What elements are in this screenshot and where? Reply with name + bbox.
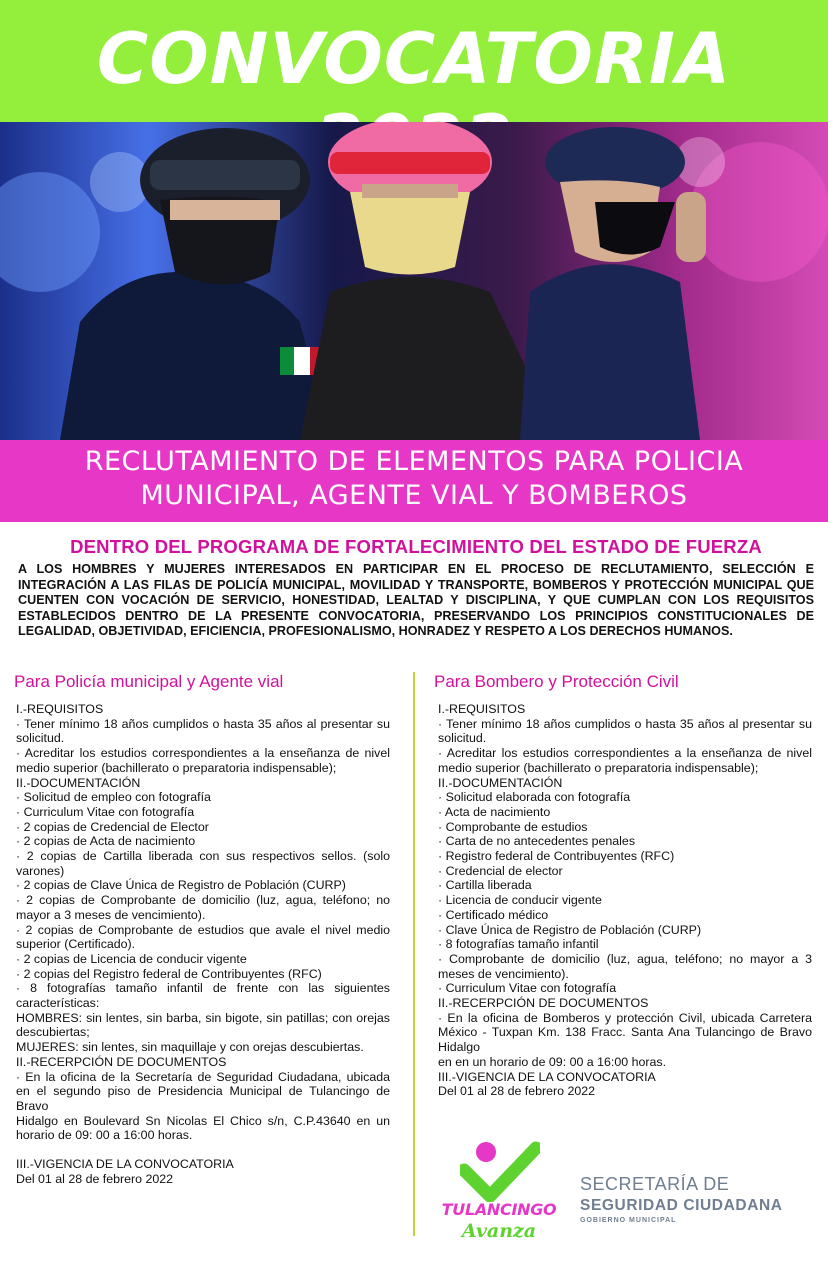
left-line: Hidalgo en Boulevard Sn Nicolas El Chico s/n, C.P.43640 en un horario de 09: 00 a 16:00 horas. [16, 1113, 390, 1143]
right-line: en en un horario de 09: 00 a 16:00 horas. [438, 1054, 667, 1069]
right-line: · Solicitud elaborada con fotografía [438, 790, 631, 805]
left-line: · Curriculum Vitae con fotografía [16, 804, 195, 819]
left-line: Del 01 al 28 de febrero 2022 [16, 1171, 174, 1186]
left-line: · 2 copias del Registro federal de Contribuyentes (RFC) [16, 966, 322, 981]
right-line: · Registro federal de Contribuyentes (RFC) [438, 849, 675, 864]
secretaria-line-1: SECRETARÍA DE [580, 1174, 730, 1194]
secretaria-line-3: GOBIERNO MUNICIPAL [580, 1217, 677, 1224]
banner-line-1: RECLUTAMIENTO DE ELEMENTOS PARA POLICIA [84, 446, 744, 477]
right-line: · Tener mínimo 18 años cumplidos o hasta 35 años al presentar su solicitud. [438, 716, 812, 746]
right-line: · Comprobante de estudios [438, 819, 588, 834]
left-line: MUJERES: sin lentes, sin maquillaje y con orejas descubiertas. [16, 1040, 364, 1055]
right-line: Del 01 al 28 de febrero 2022 [438, 1084, 596, 1099]
left-line: · 2 copias de Licencia de conducir vigente [16, 951, 247, 966]
left-line: · 2 copias de Comprobante de estudios que avale el nivel medio superior (Certificado). [16, 922, 390, 952]
left-line: · Acreditar los estudios correspondientes a la enseñanza de nivel medio superior (bachillerato o preparatoria indispensable); [16, 746, 390, 775]
column-divider [413, 672, 415, 1236]
left-line: III.-VIGENCIA DE LA CONVOCATORIA [16, 1157, 234, 1172]
left-gap [16, 1143, 390, 1157]
right-line: II.-DOCUMENTACIÓN [438, 775, 563, 790]
left-line: · 2 copias de Acta de nacimiento [16, 834, 196, 849]
left-line: · 2 copias de Credencial de Elector [16, 819, 209, 834]
banner-line-2: MUNICIPAL, AGENTE VIAL Y BOMBEROS [140, 480, 688, 511]
recruitment-banner [0, 440, 828, 522]
right-line: I.-REQUISITOS [438, 702, 526, 716]
right-line: · Credencial de elector [438, 863, 563, 878]
right-line: II.-RECERPCIÓN DE DOCUMENTOS [438, 996, 649, 1011]
right-line: · Acreditar los estudios correspondientes a la enseñanza de nivel medio superior (bachillerato o preparatoria indispensable); [438, 746, 812, 775]
tulancingo-logo-name: TULANCINGO [441, 1200, 557, 1219]
left-line: · 8 fotografías tamaño infantil de frente con las siguientes características: [16, 981, 390, 1011]
right-line: III.-VIGENCIA DE LA CONVOCATORIA [438, 1069, 656, 1084]
checkmark-logo-icon [460, 1140, 540, 1202]
right-line: · Certificado médico [438, 907, 549, 922]
left-line: II.-DOCUMENTACIÓN [16, 775, 141, 790]
right-line: · Curriculum Vitae con fotografía [438, 981, 617, 996]
left-line: · Tener mínimo 18 años cumplidos o hasta 35 años al presentar su solicitud. [16, 716, 390, 746]
right-line: · Acta de nacimiento [438, 804, 551, 819]
left-column-body [16, 702, 390, 1187]
left-line: · 2 copias de Clave Única de Registro de Población (CURP) [16, 878, 346, 893]
right-line: · Cartilla liberada [438, 878, 532, 893]
right-line: · En la oficina de Bomberos y protección Civil, ubicada Carretera México - Tuxpan Km. 138 Fracc. Santa Ana Tulancingo de Bravo Hidalgo [438, 1010, 812, 1055]
left-line: · 2 copias de Comprobante de domicilio (luz, agua, teléfono; no mayor a 3 meses de vencimiento). [16, 893, 390, 922]
right-line: · Licencia de conducir vigente [438, 893, 602, 908]
left-line: HOMBRES: sin lentes, sin barba, sin bigote, sin patillas; con orejas descubiertas; [16, 1010, 390, 1040]
top-banner [0, 0, 828, 122]
hero-photo [0, 122, 828, 440]
page-title: CONVOCATORIA [96, 18, 732, 100]
right-column-body [438, 702, 812, 1099]
left-line: II.-RECERPCIÓN DE DOCUMENTOS [16, 1054, 227, 1069]
secretaria-logo [580, 1174, 820, 1224]
left-line: · 2 copias de Cartilla liberada con sus respectivos sellos. (solo varones) [16, 849, 390, 878]
tulancingo-logo [430, 1140, 568, 1250]
firefighter-figure [300, 122, 560, 440]
tulancingo-logo-tagline: Avanza [461, 1220, 537, 1242]
right-line: · Carta de no antecedentes penales [438, 834, 636, 849]
left-line: I.-REQUISITOS [16, 702, 104, 716]
intro-paragraph: A LOS HOMBRES Y MUJERES INTERESADOS EN PARTICIPAR EN EL PROCESO DE RECLUTAMIENTO, SELECCIÓN E INTEGRACIÓN A LAS FILAS DE POLICÍA MUNICIPAL, MOVILIDAD Y TRANSPORTE, BOMBEROS Y PROTECCIÓN MUNICIPAL QUE CUENTEN CON VOCACIÓN DE SERVICIO, HONESTIDAD, LEALTAD Y DISCIPLINA, Y QUE CUMPLAN CON LOS REQUISITOS ESTABLECIDOS DENTRO DE LA PRESENTE CONVOCATORIA, PRESERVANDO LOS PRINCIPIOS CONSTITUCIONALES DE LEGALIDAD, OBJETIVIDAD, EFICIENCIA, PROFESIONALISMO, HONRADEZ Y RESPETO A LOS DERECHOS HUMANOS. [18, 562, 814, 639]
right-line: · Clave Única de Registro de Población (CURP) [438, 922, 702, 937]
officer-right-figure [520, 127, 706, 440]
left-line: · En la oficina de la Secretaría de Seguridad Ciudadana, ubicada en el segundo piso de Presidencia Municipal de Tulancingo de Bravo [16, 1069, 390, 1113]
right-line: · 8 fotografías tamaño infantil [438, 937, 599, 952]
left-column-heading: Para Policía municipal y Agente vial [14, 672, 284, 691]
left-line: · Solicitud de empleo con fotografía [16, 790, 211, 805]
program-subtitle: DENTRO DEL PROGRAMA DE FORTALECIMIENTO DEL ESTADO DE FUERZA [70, 536, 762, 557]
right-column-heading: Para Bombero y Protección Civil [434, 672, 679, 691]
secretaria-line-2: SEGURIDAD CIUDADANA [580, 1197, 783, 1214]
right-line: · Comprobante de domicilio (luz, agua, teléfono; no mayor a 3 meses de vencimiento). [438, 951, 812, 981]
